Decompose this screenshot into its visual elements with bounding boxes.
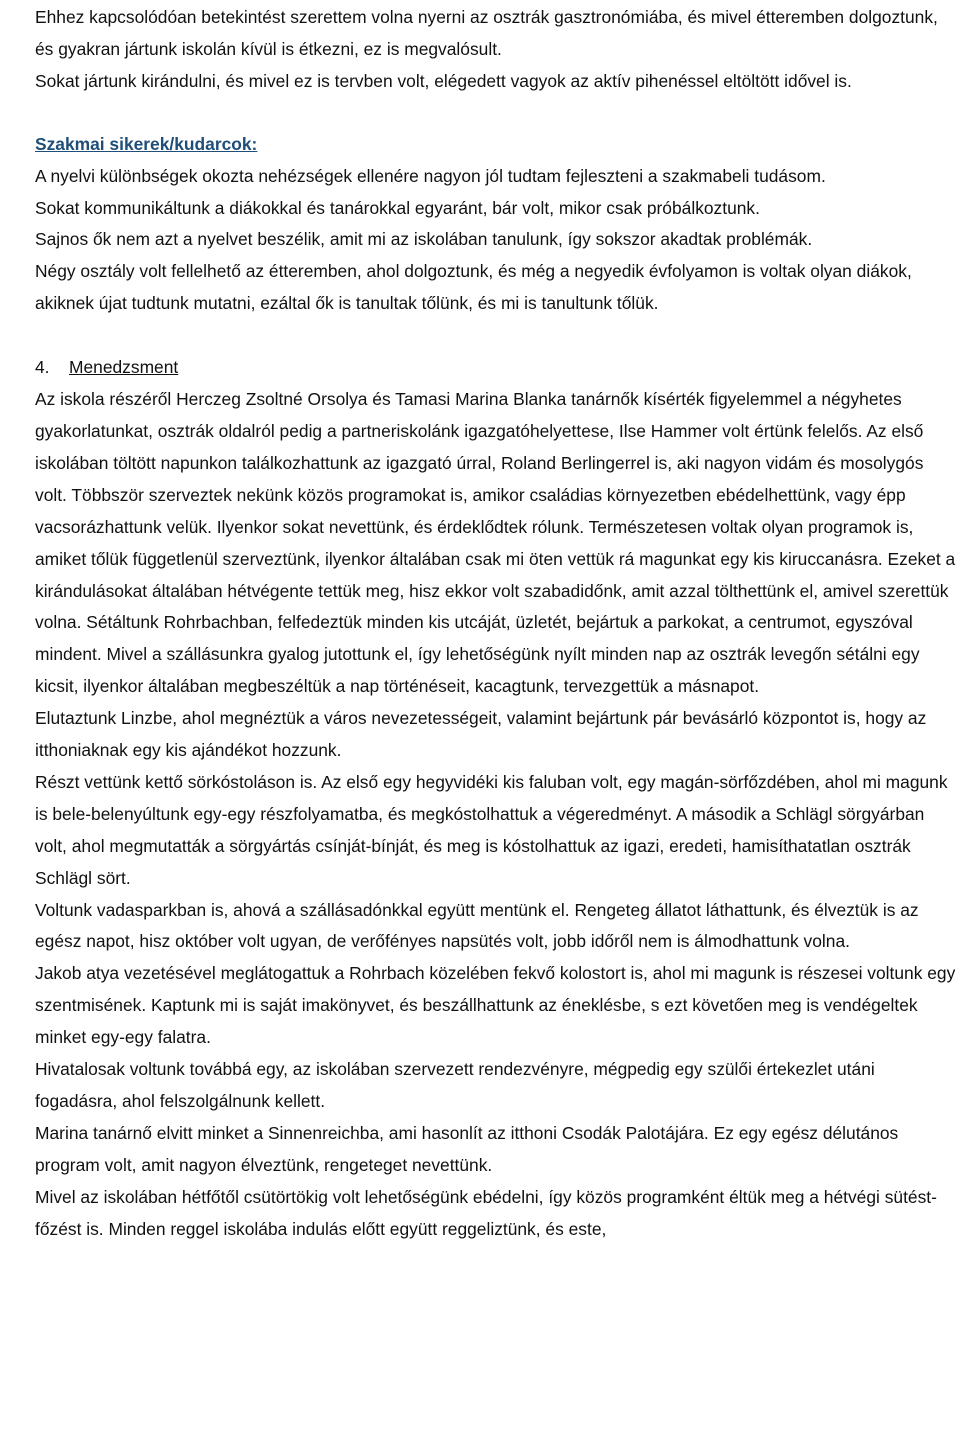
menedzsment-paragraph-4: Voltunk vadasparkban is, ahová a szállásadónkkal együtt mentünk el. Rengeteg állatot láthattunk, és élveztük is az egész napot, hisz október volt ugyan, de verőfényes napsütés volt, jobb időről nem is álmodhattunk volna. xyxy=(35,899,919,952)
szakmai-paragraph-4: Négy osztály volt fellelhető az étteremben, ahol dolgoztunk, és még a negyedik évfolyamon is voltak olyan diákok, akiknek újat tudtunk mutatni, ezáltal ők is tanultak tőlünk, és mi is tanultunk tőlük. xyxy=(35,261,912,314)
szakmai-paragraph-1: A nyelvi különbségek okozta nehézségek ellenére nagyon jól tudtam fejleszteni a szakmabeli tudásom. xyxy=(35,165,826,186)
section-4-heading xyxy=(35,352,957,384)
intro-paragraph-1: Ehhez kapcsolódóan betekintést szerettem volna nyerni az osztrák gasztronómiába, és mivel étteremben dolgoztunk, és gyakran jártunk iskolán kívül is étkezni, ez is megvalósult. xyxy=(35,7,938,59)
spacer xyxy=(35,98,957,129)
spacer xyxy=(35,320,957,352)
szakmai-heading: Szakmai sikerek/kudarcok: xyxy=(35,133,258,154)
document-page xyxy=(35,2,957,1246)
menedzsment-paragraph-2: Elutaztunk Linzbe, ahol megnéztük a város nevezetességeit, valamint bejártunk pár bevásárló központot is, hogy az itthoniaknak egy kis ajándékot hozzunk. xyxy=(35,708,927,761)
intro-paragraph-2: Sokat jártunk kirándulni, és mivel ez is tervben volt, elégedett vagyok az aktív pihenéssel eltöltött idővel is. xyxy=(35,70,852,91)
menedzsment-paragraph-3: Részt vettünk kettő sörkóstoláson is. Az első egy hegyvidéki kis faluban volt, egy magán-sörfőzdében, ahol mi magunk is bele-belenyúltunk egy-egy részfolyamatba, és megkóstolhattuk a végeredményt. A második a Schlägl sörgyárban volt, ahol megmutatták a sörgyártás csínját-bínját, és meg is kóstolhattuk az igazi, eredeti, hamisíthatatlan osztrák Schlägl sört. xyxy=(35,771,948,888)
section-title: Menedzsment xyxy=(69,357,179,378)
section-number: 4. xyxy=(35,357,50,378)
menedzsment-paragraph-6: Hivatalosak voltunk továbbá egy, az iskolában szervezett rendezvényre, mégpedig egy szülői értekezlet utáni fogadásra, ahol felszolgálnunk kellett. xyxy=(35,1059,875,1111)
menedzsment-paragraph-5: Jakob atya vezetésével meglátogattuk a Rohrbach közelében fekvő kolostort is, ahol mi magunk is részesei voltunk egy szentmisének. Kaptunk mi is saját imakönyvet, és beszállhattunk az éneklésbe, s ezt követően meg is vendégeltek minket egy-egy falatra. xyxy=(35,963,956,1048)
menedzsment-paragraph-8: Mivel az iskolában hétfőtől csütörtökig volt lehetőségünk ebédelni, így közös programként éltük meg a hétvégi sütést-főzést is. Minden reggel iskolába indulás előtt együtt reggeliztünk, és este, xyxy=(35,1186,937,1239)
menedzsment-paragraph-7: Marina tanárnő elvitt minket a Sinnenreichba, ami hasonlít az itthoni Csodák Palotájára. Ez egy egész délutános program volt, amit nagyon élveztünk, rengeteget nevettünk. xyxy=(35,1122,899,1175)
menedzsment-paragraph-1: Az iskola részéről Herczeg Zsoltné Orsolya és Tamasi Marina Blanka tanárnők kísérték figyelemmel a négyhetes gyakorlatunkat, osztrák oldalról pedig a partneriskolánk igazgatóhelyettese, Ilse Hammer volt értünk felelős. Az első iskolában töltött napunkon találkozhattunk az igazgató úrral, Roland Berlingerrel is, aki nagyon vidám és mosolygós volt. Többször szerveztek nekünk közös programokat is, amikor családias környezetben ebédelhettünk, vagy épp vacsorázhattunk velük. Ilyenkor sokat nevettünk, és érdeklődtek rólunk. Természetesen voltak olyan programok is, amiket tőlük függetlenül szerveztünk, ilyenkor általában csak mi öten vettük rá magunkat egy kis kiruccanásra. Ezeket a kirándulásokat általában hétvégente tettük meg, hisz ekkor volt szabadidőnk, amit azzal tölthettünk el, amivel szerettük volna. Sétáltunk Rohrbachban, felfedeztük minden kis utcáját, üzletét, bejártuk a parkokat, a centrumot, egyszóval mindent. Mivel a szállásunkra gyalog jutottunk el, így lehetőségünk nyílt minden nap az osztrák levegőn sétálni egy kicsit, ilyenkor általában megbeszéltük a nap történéseit, kacagtunk, tervezgettük a másnapot. xyxy=(35,389,956,697)
szakmai-paragraph-3: Sajnos ők nem azt a nyelvet beszélik, amit mi az iskolában tanulunk, így sokszor akadtak problémák. xyxy=(35,229,813,250)
szakmai-paragraph-2: Sokat kommunikáltunk a diákokkal és tanárokkal egyaránt, bár volt, mikor csak próbálkoztunk. xyxy=(35,197,760,218)
